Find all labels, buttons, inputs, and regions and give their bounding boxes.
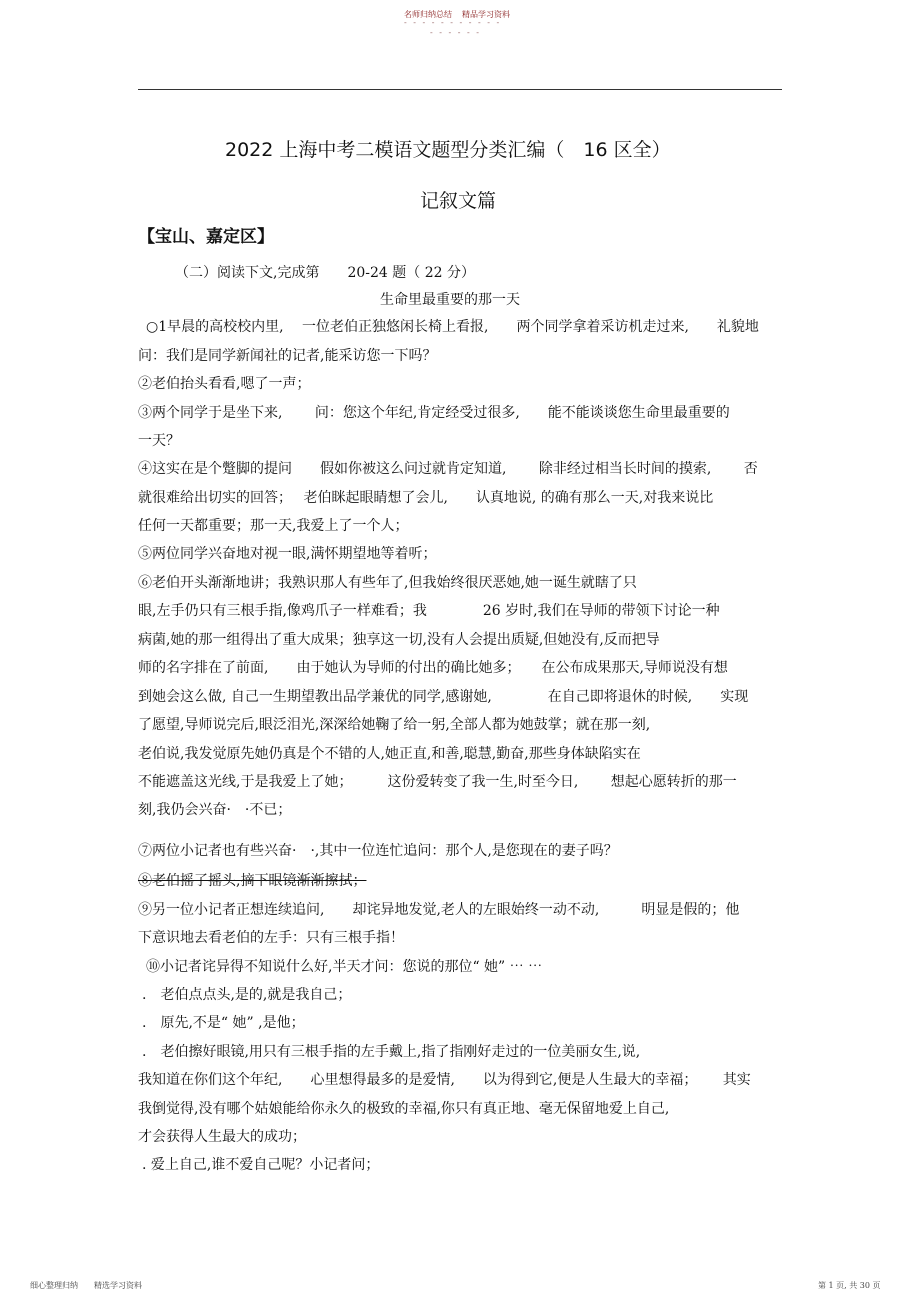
paragraph-line-struck: ⑧老伯摇了摇头,摘下眼镜渐渐擦拭； xyxy=(138,873,367,889)
paragraph-line: . 爱上自己,谁不爱自己呢？小记者问； xyxy=(142,1157,380,1173)
paragraph-line: 老伯说,我发觉原先她仍真是个不错的人,她正直,和善,聪慧,勤奋,那些身体缺陷实在 xyxy=(138,746,641,762)
page-subtitle: 记叙文篇 xyxy=(420,190,497,212)
paragraph-line: . 原先,不是“ 她” ,是他； xyxy=(142,1015,305,1031)
paragraph-line: 刻,我仍会兴奋· ·不已； xyxy=(138,802,292,818)
paragraph-line: 眼,左手仍只有三根手指,像鸡爪子一样难看；我 26 岁时,我们在导师的带领下讨论一种 xyxy=(138,603,720,619)
footer-left-label: 细心整理归纳 精选学习资料 xyxy=(30,1281,142,1290)
page-title: 2022 上海中考二模语文题型分类汇编（ 16 区全） xyxy=(225,139,671,161)
paragraph-line: 就很难给出切实的回答； 老伯眯起眼睛想了会儿, 认真地说, 的确有那么一天,对我来说比 xyxy=(138,490,714,506)
paragraph-line: ⑥老伯开头渐渐地讲；我熟识那人有些年了,但我始终很厌恶她,她一诞生就瞎了只 xyxy=(138,575,637,591)
header-dots-2: - - - - - - xyxy=(430,28,481,37)
header-left-label: 名师归纳总结 xyxy=(404,10,452,19)
paragraph-line: ○1早晨的高校校内里, 一位老伯正独悠闲长椅上看报, 两个同学拿着采访机走过来, 礼貌地 xyxy=(146,319,759,335)
paragraph-line: 下意识地去看老伯的左手：只有三根手指！ xyxy=(138,930,404,946)
paragraph-line: ⑦两位小记者也有些兴奋· ·,其中一位连忙追问：那个人,是您现在的妻子吗？ xyxy=(138,843,618,859)
header-right-label: 精品学习资料 xyxy=(462,10,510,19)
paragraph-line: 到她会这么做, 自己一生期望教出品学兼优的同学,感谢她, 在自己即将退休的时候, 实现 xyxy=(138,689,749,705)
page-number: 第 1 页, 共 30 页 xyxy=(818,1281,881,1290)
paragraph-line: 问：我们是同学新闻社的记者,能采访您一下吗？ xyxy=(138,348,437,364)
paragraph-line: . 老伯点点头,是的,就是我自己； xyxy=(142,987,352,1003)
paragraph-line: ⑨另一位小记者正想连续追问, 却诧异地发觉,老人的左眼始终一动不动, 明显是假的；他 xyxy=(138,902,740,918)
paragraph-line: ⑤两位同学兴奋地对视一眼,满怀期望地等着听； xyxy=(138,546,437,562)
paragraph-line: 我倒觉得,没有哪个姑娘能给你永久的极致的幸福,你只有真正地、毫无保留地爱上自己, xyxy=(138,1101,670,1117)
paragraph-line: ⑩小记者诧异得不知说什么好,半天才问：您说的那位“ 她” ⋯ ⋯ xyxy=(146,959,543,975)
paragraph-line: 不能遮盖这光线,于是我爱上了她； 这份爱转变了我一生,时至今日, 想起心愿转折的那一 xyxy=(138,774,737,790)
paragraph-line: 了愿望,导师说完后,眼泛泪光,深深给她鞠了给一躬,全部人都为她鼓掌；就在那一刻, xyxy=(138,717,651,733)
paragraph-line: ④这实在是个蹩脚的提问 假如你被这么问过就肯定知道, 除非经过相当长时间的摸索, 否 xyxy=(138,461,758,477)
header-rule xyxy=(138,89,782,90)
section-heading: 【宝山、嘉定区】 xyxy=(138,227,274,247)
paragraph-line: 师的名字排在了前面, 由于她认为导师的付出的确比她多； 在公布成果那天,导师说没有想 xyxy=(138,660,728,676)
paragraph-line: 任何一天都重要；那一天,我爱上了一个人； xyxy=(138,518,409,534)
paragraph-line: ③两个同学于是坐下来, 问：您这个年纪,肯定经受过很多, 能不能谈谈您生命里最重要的 xyxy=(138,405,730,421)
article-title: 生命里最重要的那一天 xyxy=(380,292,520,308)
paragraph-line: . 老伯擦好眼镜,用只有三根手指的左手戴上,指了指刚好走过的一位美丽女生,说, xyxy=(142,1044,641,1060)
question-intro: （二）阅读下文,完成第 20-24 题（ 22 分） xyxy=(175,265,475,281)
paragraph-line: ②老伯抬头看看,嗯了一声； xyxy=(138,376,311,392)
paragraph-line: 病菌,她的那一组得出了重大成果；独享这一切,没有人会提出质疑,但她没有,反而把导 xyxy=(138,632,660,648)
paragraph-line: 才会获得人生最大的成功； xyxy=(138,1129,306,1145)
paragraph-line: 一天？ xyxy=(138,433,180,449)
paragraph-line: 我知道在你们这个年纪, 心里想得最多的是爱情, 以为得到它,便是人生最大的幸福； 其实 xyxy=(138,1072,751,1088)
header-dots: - - - - - - - - - - - xyxy=(404,18,502,27)
